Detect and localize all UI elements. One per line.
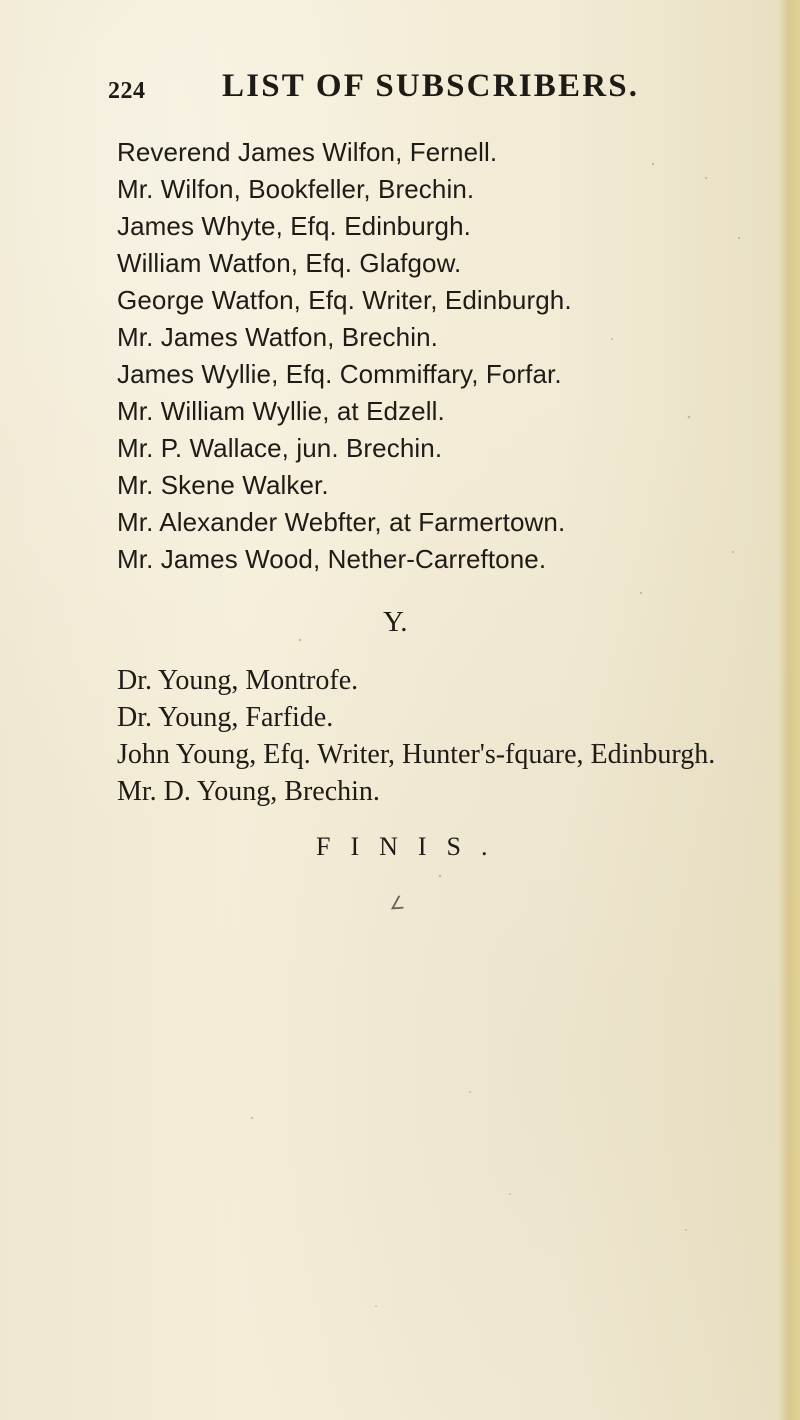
- subscriber-entry: John Young, Efq. Writer, Hunter's-fquare, Edinburgh.: [117, 739, 716, 770]
- subscriber-entry: William Watfon, Efq. Glafgow.: [117, 248, 462, 278]
- subscriber-entry: Dr. Young, Montrofe.: [117, 665, 359, 696]
- running-title: LIST OF SUBSCRIBERS.: [222, 68, 640, 104]
- subscriber-entry: Reverend James Wilfon, Fernell.: [117, 137, 498, 167]
- finis-text: FINIS.: [316, 832, 508, 861]
- subscriber-entry: James Wyllie, Efq. Commiffary, Forfar.: [117, 359, 562, 389]
- subscriber-entry: Mr. Wilfon, Bookfeller, Brechin.: [117, 174, 475, 204]
- subscriber-entry: George Watfon, Efq. Writer, Edinburgh.: [117, 285, 572, 315]
- subscriber-entry: James Whyte, Efq. Edinburgh.: [117, 211, 471, 241]
- subscriber-entry: Mr. James Wood, Nether-Carreftone.: [117, 544, 547, 574]
- subscriber-entry: Mr. D. Young, Brechin.: [117, 776, 380, 807]
- section-heading-y: Y.: [383, 606, 408, 638]
- subscriber-entry: Mr. Skene Walker.: [117, 470, 329, 500]
- page-header: [0, 68, 800, 110]
- subscriber-entry: Mr. James Watfon, Brechin.: [117, 322, 438, 352]
- subscriber-entry: Mr. P. Wallace, jun. Brechin.: [117, 433, 443, 463]
- subscriber-entry: Dr. Young, Farfide.: [117, 702, 334, 733]
- ink-mark: ∠: [388, 892, 406, 914]
- page-number: 224: [108, 78, 146, 104]
- subscriber-entry: Mr. Alexander Webfter, at Farmertown.: [117, 507, 566, 537]
- subscriber-entry: Mr. William Wyllie, at Edzell.: [117, 396, 445, 426]
- page-edge: [778, 0, 800, 1420]
- subscriber-list-y: [117, 662, 777, 810]
- subscriber-list-w: [117, 134, 747, 578]
